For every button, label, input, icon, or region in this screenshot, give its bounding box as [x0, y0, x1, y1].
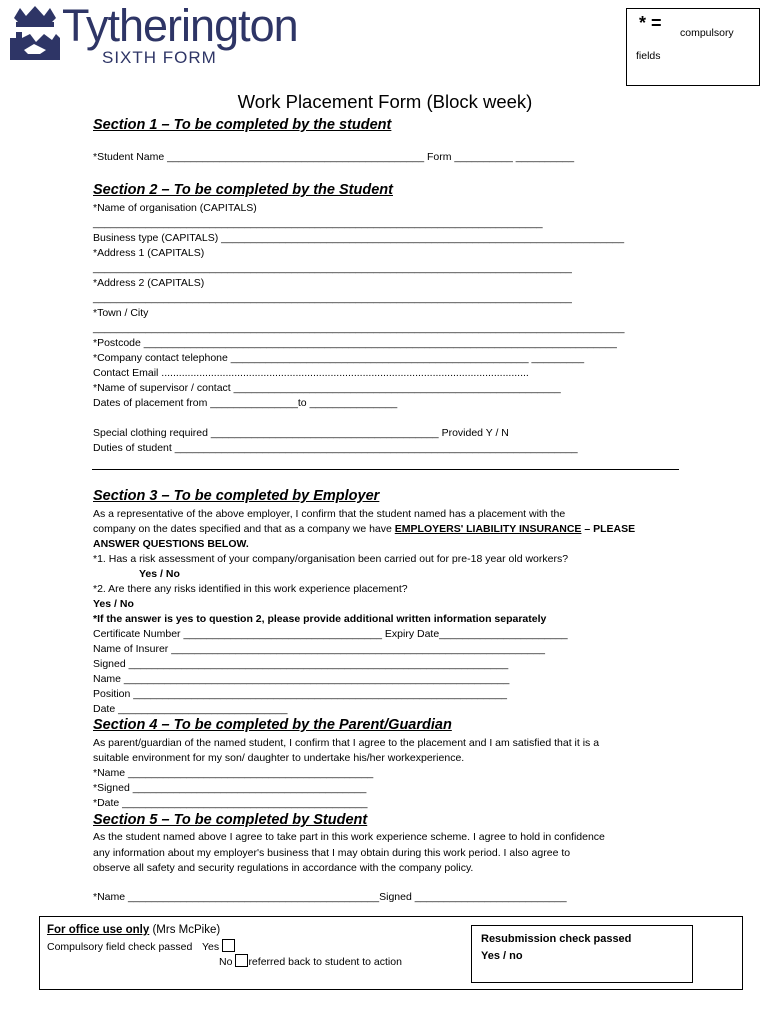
- section-3-heading: Section 3 – To be completed by Employer: [93, 488, 380, 504]
- section-3-body: [93, 507, 635, 717]
- resubmission-label: Resubmission check passed: [481, 933, 632, 945]
- field-line[interactable]: *Name of organisation (CAPITALS): [93, 202, 257, 214]
- school-logo: [6, 0, 326, 68]
- section-2-fields[interactable]: [93, 201, 624, 456]
- field-line[interactable]: *Address 1 (CAPITALS): [93, 247, 205, 259]
- field-line[interactable]: Position ________________________________________________________________: [93, 688, 508, 700]
- field-line[interactable]: *Signed ________________________________________: [93, 782, 367, 794]
- field-line[interactable]: ___________________________________________________________________________________________: [93, 322, 625, 334]
- field-line[interactable]: Contact Email ..............................................................................................................................: [93, 367, 529, 379]
- check-row-no: [219, 954, 402, 970]
- field-line[interactable]: Duties of student _____________________________________________________________________: [93, 442, 578, 454]
- field-line[interactable]: Special clothing required _______________________________________ Provided Y / N: [93, 427, 509, 439]
- section-4-heading: Section 4 – To be completed by the Parent/Guardian: [93, 717, 452, 733]
- paragraph-line: As parent/guardian of the named student, I confirm that I agree to the placement and I am satisfied that it is a: [93, 737, 600, 749]
- section-1-heading: Section 1 – To be completed by the student: [93, 117, 392, 133]
- question-1-answer[interactable]: Yes / No: [139, 568, 180, 580]
- resubmission-answer[interactable]: Yes / no: [481, 950, 523, 962]
- insurance-emphasis: EMPLOYERS' LIABILITY INSURANCE: [394, 523, 582, 535]
- section-5-heading: Section 5 – To be completed by Student: [93, 812, 368, 828]
- section-4-body: [93, 736, 599, 811]
- paragraph-line: ANSWER QUESTIONS BELOW.: [93, 538, 249, 550]
- crown-castle-icon: [6, 4, 64, 64]
- section-5-body: [93, 830, 605, 877]
- field-line[interactable]: Name __________________________________________________________________: [93, 673, 510, 685]
- yes-label: Yes: [201, 941, 220, 953]
- text-run: company on the dates specified and that as a company we have: [93, 523, 395, 535]
- field-line[interactable]: Dates of placement from _______________to _______________: [93, 397, 398, 409]
- field-line[interactable]: *Town / City: [93, 307, 149, 319]
- note: *If the answer is yes to question 2, please provide additional written information separately: [93, 613, 547, 625]
- field-line[interactable]: Certificate Number __________________________________ Expiry Date______________________: [93, 628, 568, 640]
- question-1: *1. Has a risk assessment of your company/organisation been carried out for pre-18 year old workers?: [93, 553, 569, 565]
- field-line[interactable]: Signed _________________________________________________________________: [93, 658, 509, 670]
- office-use-title: [47, 923, 220, 938]
- paragraph-line: As the student named above I agree to take part in this work experience scheme. I agree to hold in confidence: [93, 831, 605, 843]
- compulsory-legend: [626, 8, 760, 86]
- paragraph-line: [93, 522, 635, 537]
- question-2: *2. Are there any risks identified in this work experience placement?: [93, 583, 408, 595]
- office-paren: (: [149, 924, 157, 936]
- office-use-box: [39, 916, 743, 990]
- paragraph-line: suitable environment for my son/ daughter to undertake his/her workexperience.: [93, 752, 465, 764]
- section-2-heading: Section 2 – To be completed by the Student: [93, 182, 393, 198]
- no-checkbox[interactable]: [235, 954, 248, 967]
- legend-text1: compulsory: [680, 27, 734, 39]
- legend-star: * =: [639, 13, 662, 33]
- question-2-answer[interactable]: Yes / No: [93, 598, 134, 610]
- no-label: No: [219, 956, 233, 968]
- office-contact: Mrs McPike): [156, 924, 221, 936]
- paragraph-line: As a representative of the above employer, I confirm that the student named has a placement with the: [93, 508, 566, 520]
- logo-name: Tytherington: [62, 0, 298, 51]
- check-label: Compulsory field check passed: [47, 941, 193, 953]
- text-run: – PLEASE: [581, 523, 636, 535]
- field-line[interactable]: __________________________________________________________________________________: [93, 292, 572, 304]
- field-line[interactable]: *Name __________________________________________: [93, 767, 374, 779]
- section-divider: [92, 469, 679, 470]
- field-line[interactable]: Business type (CAPITALS) _____________________________________________________________________: [93, 232, 625, 244]
- field-line[interactable]: Date _____________________________: [93, 703, 288, 715]
- yes-checkbox[interactable]: [222, 939, 235, 952]
- referred-label: referred back to student to action: [248, 956, 402, 968]
- field-line[interactable]: Name of Insurer ________________________________________________________________: [93, 643, 545, 655]
- legend-text2: fields: [636, 50, 661, 62]
- logo-subtitle: SIXTH FORM: [102, 48, 217, 67]
- field-line[interactable]: *Name of supervisor / contact ________________________________________________________: [93, 382, 561, 394]
- field-line[interactable]: *Company contact telephone ___________________________________________________ _________: [93, 352, 585, 364]
- student-sign-line[interactable]: *Name ___________________________________________Signed __________________________: [93, 891, 567, 903]
- field-line[interactable]: *Address 2 (CAPITALS): [93, 277, 205, 289]
- office-use-label: For office use only: [47, 924, 150, 936]
- check-row-yes: [47, 939, 238, 955]
- student-name-field[interactable]: *Student Name ____________________________________________ Form __________ __________: [93, 151, 575, 163]
- field-line[interactable]: __________________________________________________________________________________: [93, 262, 572, 274]
- field-line: [93, 411, 624, 426]
- form-title: Work Placement Form (Block week): [237, 91, 533, 112]
- field-line[interactable]: _____________________________________________________________________________: [93, 217, 543, 229]
- paragraph-line: any information about my employer's business that I may obtain during this work period. I also agree to: [93, 846, 571, 859]
- field-line[interactable]: *Postcode _________________________________________________________________________________: [93, 337, 617, 349]
- paragraph-line: observe all safety and security regulations in accordance with the company policy.: [93, 862, 474, 874]
- resubmission-box: [471, 925, 693, 983]
- field-line[interactable]: *Date __________________________________________: [93, 797, 368, 809]
